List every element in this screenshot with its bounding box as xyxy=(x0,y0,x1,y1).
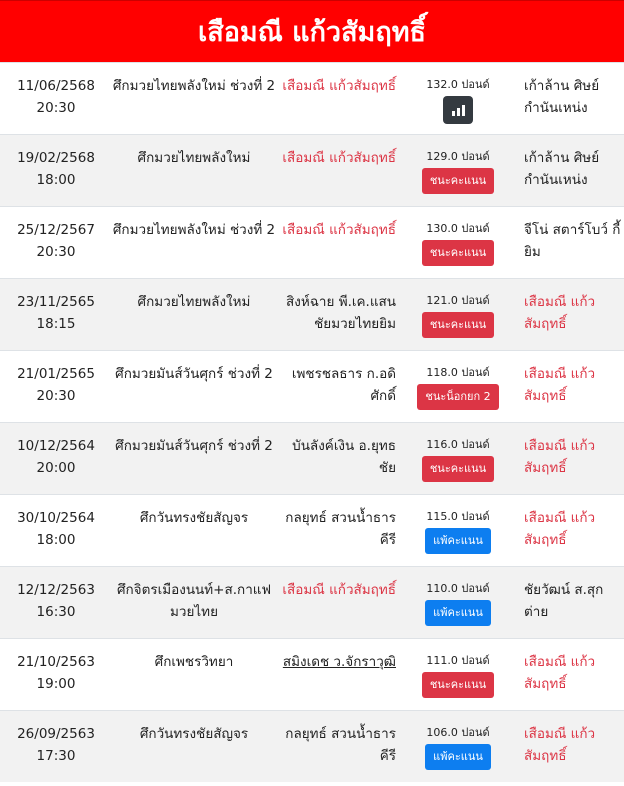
red-corner-fighter[interactable]: เพชรชลธาร ก.อดิศักดิ์ xyxy=(291,366,396,404)
event-name: ศึกวันทรงชัยสัญจร xyxy=(139,726,249,742)
red-corner-fighter[interactable]: กลยุทธ์ สวนน้ำธารคีรี xyxy=(285,726,396,764)
blue-corner-fighter[interactable]: เสือมณี แก้วสัมฤทธิ์ xyxy=(524,366,596,404)
result-badge[interactable]: ชนะคะแนน xyxy=(422,240,494,266)
fight-date: 26/09/2563 17:30 xyxy=(17,726,95,764)
table-row xyxy=(0,134,624,206)
result-cell xyxy=(402,351,514,422)
result-badge[interactable]: ชนะคะแนน xyxy=(422,672,494,698)
table-row xyxy=(0,494,624,566)
table-row xyxy=(0,710,624,782)
result-badge[interactable]: แพ้คะแนน xyxy=(425,744,491,770)
result-badge[interactable]: แพ้คะแนน xyxy=(425,528,491,554)
fight-date: 21/01/2565 20:30 xyxy=(17,366,95,404)
event-name: ศึกจิตรเมืองนนท์+ส.กาแฟมวยไทย xyxy=(116,582,272,620)
red-corner-fighter[interactable]: สมิงเดช ว.จักราวุฒิ xyxy=(282,654,396,670)
result-badge[interactable]: ชนะคะแนน xyxy=(422,312,494,338)
fight-date: 12/12/2563 16:30 xyxy=(17,582,95,620)
weight: 132.0 ปอนด์ xyxy=(426,78,490,91)
fight-date: 11/06/2568 20:30 xyxy=(17,78,95,116)
fight-date: 23/11/2565 18:15 xyxy=(17,294,95,332)
red-corner-fighter[interactable]: สิงห์ฉาย พี.เค.แสนชัยมวยไทยยิม xyxy=(285,294,396,332)
fight-date: 30/10/2564 18:00 xyxy=(17,510,95,548)
red-corner-fighter[interactable]: เสือมณี แก้วสัมฤทธิ์ xyxy=(282,582,396,598)
result-cell xyxy=(402,495,514,566)
blue-corner-fighter[interactable]: ชัยวัฒน์ ส.สุกต่าย xyxy=(524,582,604,620)
weight: 106.0 ปอนด์ xyxy=(426,726,490,739)
event-name: ศึกมวยไทยพลังใหม่ ช่วงที่ 2 xyxy=(112,78,276,94)
bar-chart-icon[interactable] xyxy=(443,96,473,124)
page-title: เสือมณี แก้วสัมฤทธิ์ xyxy=(0,0,624,62)
event-name: ศึกเพชรวิทยา xyxy=(154,654,234,670)
result-badge[interactable]: ชนะคะแนน xyxy=(422,168,494,194)
result-cell xyxy=(402,639,514,710)
red-corner-fighter[interactable]: เสือมณี แก้วสัมฤทธิ์ xyxy=(282,222,396,238)
blue-corner-fighter[interactable]: เก้าล้าน ศิษย์กำนันเหน่ง xyxy=(524,78,600,116)
fight-date: 10/12/2564 20:00 xyxy=(17,438,95,476)
table-row xyxy=(0,350,624,422)
fight-date: 25/12/2567 20:30 xyxy=(17,222,95,260)
weight: 110.0 ปอนด์ xyxy=(426,582,490,595)
result-badge[interactable]: ชนะน็อกยก 2 xyxy=(417,384,498,410)
result-cell xyxy=(402,207,514,278)
table-row xyxy=(0,62,624,134)
blue-corner-fighter[interactable]: เก้าล้าน ศิษย์กำนันเหน่ง xyxy=(524,150,600,188)
blue-corner-fighter[interactable]: เสือมณี แก้วสัมฤทธิ์ xyxy=(524,294,596,332)
red-corner-fighter[interactable]: กลยุทธ์ สวนน้ำธารคีรี xyxy=(285,510,396,548)
red-corner-fighter[interactable]: เสือมณี แก้วสัมฤทธิ์ xyxy=(282,78,396,94)
blue-corner-fighter[interactable]: เสือมณี แก้วสัมฤทธิ์ xyxy=(524,510,596,548)
table-row xyxy=(0,206,624,278)
red-corner-fighter[interactable]: บันลังค์เงิน อ.ยุทธชัย xyxy=(292,438,396,476)
result-cell xyxy=(402,279,514,350)
weight: 130.0 ปอนด์ xyxy=(426,222,490,235)
result-cell xyxy=(402,63,514,134)
table-row xyxy=(0,278,624,350)
table-row xyxy=(0,638,624,710)
weight: 115.0 ปอนด์ xyxy=(426,510,490,523)
result-cell xyxy=(402,567,514,638)
event-name: ศึกมวยไทยพลังใหม่ ช่วงที่ 2 xyxy=(112,222,276,238)
event-name: ศึกวันทรงชัยสัญจร xyxy=(139,510,249,526)
weight: 121.0 ปอนด์ xyxy=(426,294,490,307)
weight: 111.0 ปอนด์ xyxy=(426,654,490,667)
table-row xyxy=(0,566,624,638)
fight-date: 21/10/2563 19:00 xyxy=(17,654,95,692)
blue-corner-fighter[interactable]: เสือมณี แก้วสัมฤทธิ์ xyxy=(524,726,596,764)
event-name: ศึกมวยไทยพลังใหม่ xyxy=(137,294,251,310)
blue-corner-fighter[interactable]: เสือมณี แก้วสัมฤทธิ์ xyxy=(524,438,596,476)
table-row xyxy=(0,422,624,494)
event-name: ศึกมวยมันส์วันศุกร์ ช่วงที่ 2 xyxy=(115,366,273,382)
weight: 118.0 ปอนด์ xyxy=(426,366,490,379)
blue-corner-fighter[interactable]: เสือมณี แก้วสัมฤทธิ์ xyxy=(524,654,596,692)
result-badge[interactable]: แพ้คะแนน xyxy=(425,600,491,626)
fight-date: 19/02/2568 18:00 xyxy=(17,150,95,188)
red-corner-fighter[interactable]: เสือมณี แก้วสัมฤทธิ์ xyxy=(282,150,396,166)
blue-corner-fighter[interactable]: จีโน่ สตาร์โบว์ กี้ยิม xyxy=(524,222,621,260)
fight-table xyxy=(0,62,624,782)
weight: 129.0 ปอนด์ xyxy=(426,150,490,163)
result-cell xyxy=(402,135,514,206)
weight: 116.0 ปอนด์ xyxy=(426,438,490,451)
event-name: ศึกมวยมันส์วันศุกร์ ช่วงที่ 2 xyxy=(115,438,273,454)
result-badge[interactable]: ชนะคะแนน xyxy=(422,456,494,482)
result-cell xyxy=(402,711,514,782)
event-name: ศึกมวยไทยพลังใหม่ xyxy=(137,150,251,166)
result-cell xyxy=(402,423,514,494)
